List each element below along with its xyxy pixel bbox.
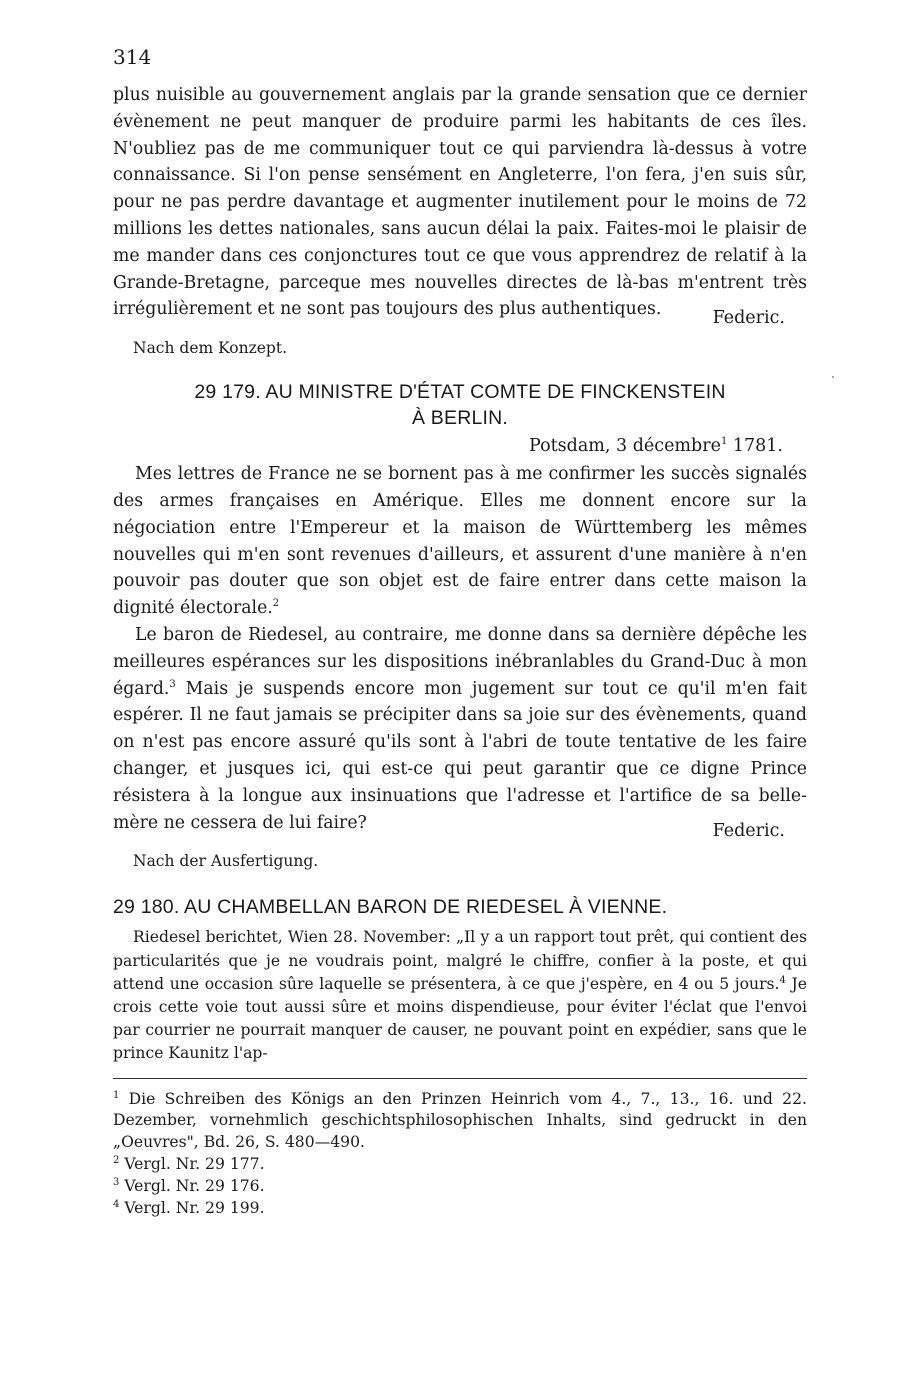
page bbox=[113, 44, 807, 1219]
page-number: 314 bbox=[113, 45, 152, 69]
footnote-mark: 2 bbox=[113, 1154, 120, 1166]
continuation-source-note: Nach dem Konzept. bbox=[133, 339, 288, 358]
letter-29180-heading: 29 180. AU CHAMBELLAN BARON DE RIEDESEL À VIENNE. bbox=[113, 896, 668, 919]
dateline-text: Potsdam, 3 décembre bbox=[529, 436, 721, 457]
footnote-3 bbox=[113, 1176, 807, 1198]
footnotes bbox=[113, 1089, 807, 1220]
footnote-ref-3: 3 bbox=[169, 678, 176, 690]
letter-29179-heading bbox=[113, 379, 807, 431]
paragraph-2-text-b: Mais je suspends encore mon jugement sur tout ce qu'il m'en fait espérer. Il ne faut jamais se précipiter dans sa joie sur des évènements, quand on n'est pas encore assuré qu'ils sont à l'abri de toute tentative de les faire changer, et jusques ici, qui est-ce qui peut garantir que ce digne Prince résistera à la longue aux insinuations que l'adresse et l'artifice de sa belle-mère ne cessera de lui faire? bbox=[113, 678, 807, 833]
footnote-mark: 1 bbox=[113, 1089, 120, 1101]
paragraph-1-text: Mes lettres de France ne se bornent pas à me confirmer les succès signalés des armes françaises en Amérique. Elles me donnent encore sur la négociation entre l'Empereur et la maison de Württemberg les mêmes nouvelles qui m'en sont revenues d'ailleurs, et assurent d'une manière à n'en pouvoir pas douter que son objet est de faire entrer dans cette maison la dignité électorale. bbox=[113, 464, 807, 619]
footnote-divider bbox=[113, 1078, 807, 1079]
footnote-text: Vergl. Nr. 29 199. bbox=[124, 1198, 265, 1217]
dateline-year: 1781. bbox=[727, 436, 783, 457]
letter-29179-heading-line2: À BERLIN. bbox=[411, 407, 509, 430]
footnote-mark: 4 bbox=[113, 1198, 120, 1210]
summary-text-b: Je crois cette voie tout aussi sûre et moins dispendieuse, pour éviter l'éclat que l'envoi par courrier ne pourrait manquer de causer, ne pouvant point en expédier, sans que le prince Kaunitz l'ap- bbox=[113, 974, 808, 1063]
footnote-text: Vergl. Nr. 29 177. bbox=[124, 1154, 265, 1173]
footnote-ref-4: 4 bbox=[779, 974, 786, 986]
footnote-4 bbox=[113, 1198, 807, 1220]
footnote-ref-2: 2 bbox=[272, 598, 280, 610]
letter-29180-summary bbox=[113, 926, 807, 1065]
footnote-text: Vergl. Nr. 29 176. bbox=[124, 1176, 265, 1195]
footnote-2 bbox=[113, 1154, 807, 1176]
paragraph-2-text-a: Le baron de Riedesel, au contraire, me donne dans sa dernière dépêche les meilleures espérances sur les dispositions inébranlables du Grand-Duc à mon égard. bbox=[113, 624, 807, 699]
scan-speck bbox=[832, 376, 834, 378]
continuation-signature: Federic. bbox=[712, 308, 785, 329]
letter-29179-paragraph-1 bbox=[113, 461, 807, 622]
letter-29179-dateline bbox=[113, 433, 807, 459]
letter-29179-paragraph-2 bbox=[113, 622, 807, 836]
letter-29179-heading-line1: 29 179. AU MINISTRE D'ÉTAT COMTE DE FINCKENSTEIN bbox=[194, 381, 726, 404]
footnote-text: Die Schreiben des Königs an den Prinzen Heinrich vom 4., 7., 13., 16. und 22. Dezember, vornehmlich geschichtsphilosophischen Inhalts, sind gedruckt in den „Oeuvres", Bd. 26, S. 480—490. bbox=[113, 1089, 807, 1152]
summary-text-a: Riedesel berichtet, Wien 28. November: „Il y a un rapport tout prêt, qui contient des particularités que je ne voudrais point, malgré le chiffre, confier à la poste, et qui attend une occasion sûre laquelle se présentera, à ce que j'espère, en 4 ou 5 jours. bbox=[113, 928, 807, 993]
continuation-paragraph: plus nuisible au gouvernement anglais par la grande sensation que ce dernier évènement ne peut manquer de produire parmi les habitants de ces îles. N'oubliez pas de me communiquer tout ce qui parviendra là-dessus à votre connaissance. Si l'on pense sensément en Angleterre, l'on fera, j'en suis sûr, pour ne pas perdre davantage et augmenter inutilement pour le moins de 72 millions les dettes nationales, sans aucun délai la paix. Faites-moi le plaisir de me mander dans ces conjonctures tout ce que vous apprendrez de relatif à la Grande-Bretagne, parceque mes nouvelles directes de là-bas m'entrent très irrégulièrement et ne sont pas toujours des plus authentiques. bbox=[113, 85, 807, 320]
letter-29179-source-note: Nach der Ausfertigung. bbox=[133, 852, 319, 871]
footnote-mark: 3 bbox=[113, 1176, 120, 1188]
letter-29179-signature: Federic. bbox=[712, 821, 785, 842]
footnote-1 bbox=[113, 1089, 807, 1154]
footnote-ref-1: 1 bbox=[720, 436, 728, 448]
